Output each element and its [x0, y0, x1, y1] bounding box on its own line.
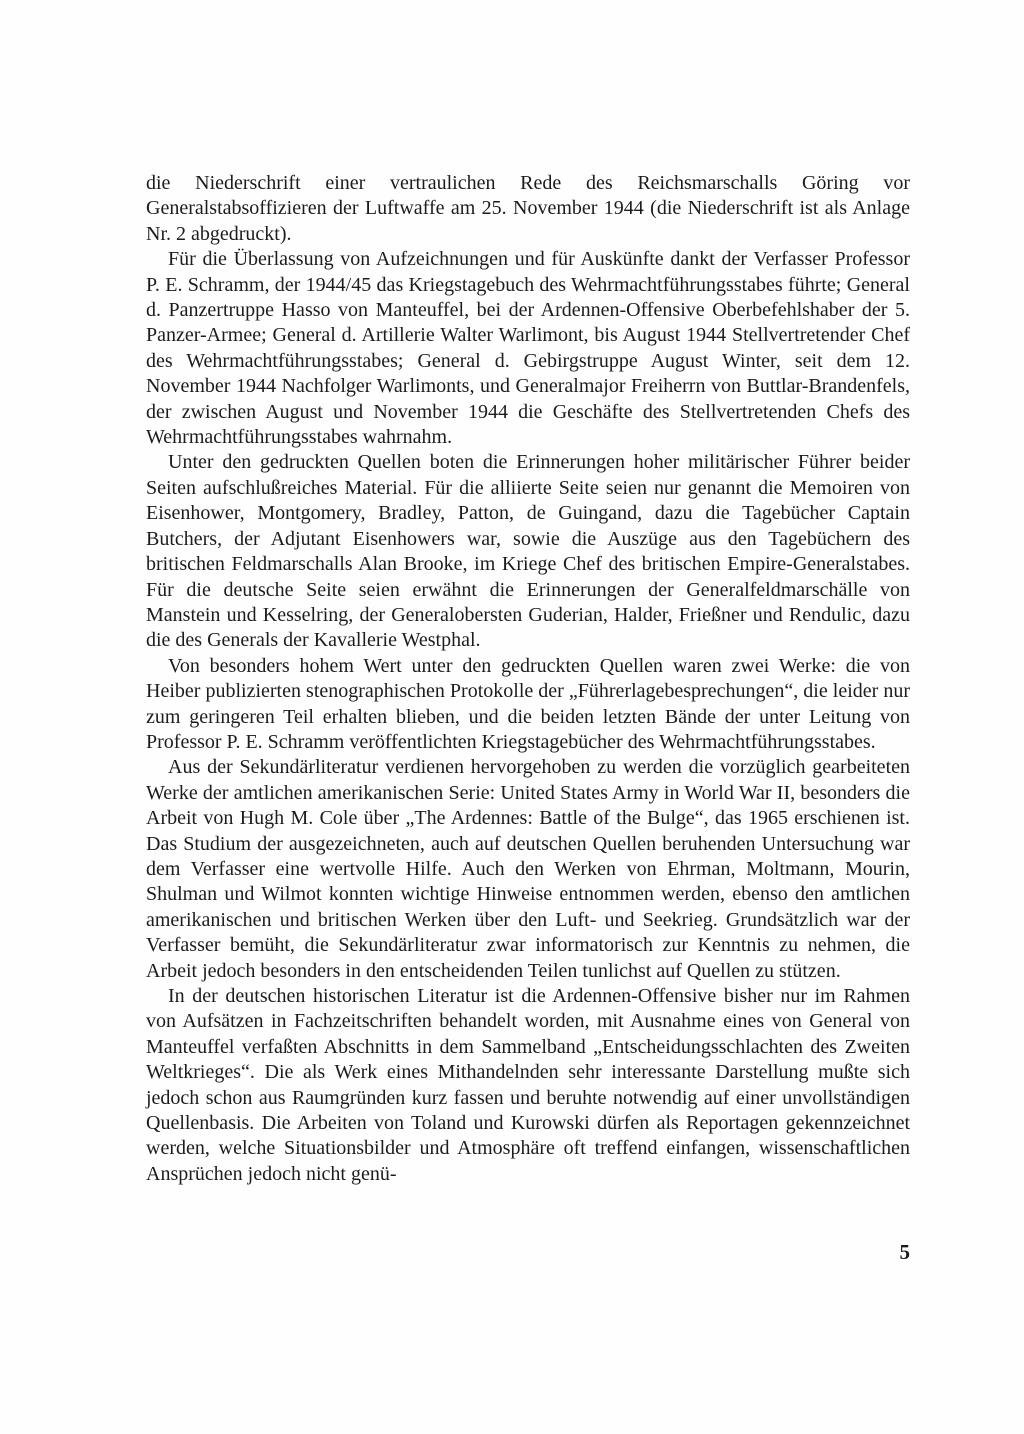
- paragraph-continuation: die Niederschrift einer vertraulichen Rede des Reichsmarschalls Göring vor Generalstabsoffizieren der Luftwaffe am 25. November 1944 (die Niederschrift ist als Anlage Nr. 2 abgedruckt).: [146, 172, 910, 245]
- body-text: [146, 171, 910, 1187]
- paragraph-german-literature: In der deutschen historischen Literatur ist die Ardennen-Offensive bisher nur im Rahmen von Aufsätzen in Fachzeitschriften behandelt worden, mit Ausnahme eines von General von Manteuffel verfaßten Abschnitts in dem Sammelband „Entscheidungsschlachten des Zweiten Weltkrieges“. Die als Werk eines Mithandelnden sehr interessante Darstellung mußte sich jedoch schon aus Raumgründen kurz fassen und beruhte notwendig auf einer unvollständigen Quellenbasis. Die Arbeiten von Toland und Kurowski dürfen als Reportagen gekennzeichnet werden, welche Situationsbilder und Atmosphäre oft treffend einfangen, wissenschaftlichen Ansprüchen jedoch nicht genü-: [146, 985, 910, 1185]
- paragraph-printed-sources: Unter den gedruckten Quellen boten die Erinnerungen hoher militärischer Führer beider Seiten aufschlußreiches Material. Für die alliierte Seite seien nur genannt die Memoiren von Eisenhower, Montgomery, Bradley, Patton, de Guingand, dazu die Tagebücher Captain Butchers, der Adjutant Eisenhowers war, sowie die Auszüge aus den Tagebüchern des britischen Feldmarschalls Alan Brooke, im Kriege Chef des britischen Empire-Generalstabes. Für die deutsche Seite seien erwähnt die Erinnerungen der Generalfeldmarschälle von Manstein und Kesselring, der Generalobersten Guderian, Halder, Frießner und Rendulic, dazu die des Generals der Kavallerie Westphal.: [146, 451, 910, 652]
- page-number: 5: [899, 1240, 910, 1264]
- paragraph-key-works: Von besonders hohem Wert unter den gedruckten Quellen waren zwei Werke: die von Heiber publizierten stenographischen Protokolle der „Führerlagebesprechungen“, die leider nur zum geringeren Teil erhalten blieben, und die beiden letzten Bände der unter Leitung von Professor P. E. Schramm veröffentlichten Kriegstagebücher des Wehrmachtführungsstabes.: [146, 654, 910, 753]
- paragraph-secondary-literature: Aus der Sekundärliteratur verdienen hervorgehoben zu werden die vorzüglich gearbeiteten Werke der amtlichen amerikanischen Serie: United States Army in World War II, besonders die Arbeit von Hugh M. Cole über „The Ardennes: Battle of the Bulge“, das 1965 erschienen ist. Das Studium der ausgezeichneten, auch auf deutschen Quellen beruhenden Untersuchung war dem Verfasser eine wertvolle Hilfe. Auch den Werken von Ehrman, Moltmann, Mourin, Shulman und Wilmot konnten wichtige Hinweise entnommen werden, ebenso den amtlichen amerikanischen und britischen Werken über den Luft- und Seekrieg. Grundsätzlich war der Verfasser bemüht, die Sekundärliteratur zwar informatorisch zur Kenntnis zu nehmen, die Arbeit jedoch besonders in den entscheidenden Teilen tunlichst auf Quellen zu stützen.: [146, 756, 910, 982]
- paragraph-acknowledgements: Für die Überlassung von Aufzeichnungen und für Auskünfte dankt der Verfasser Professor P. E. Schramm, der 1944/45 das Kriegstagebuch des Wehrmachtführungsstabes führte; General d. Panzertruppe Hasso von Manteuffel, bei der Ardennen-Offensive Oberbefehlshaber der 5. Panzer-Armee; General d. Artillerie Walter Warlimont, bis August 1944 Stellvertretender Chef des Wehrmachtführungsstabes; General d. Gebirgstruppe August Winter, seit dem 12. November 1944 Nachfolger Warlimonts, und Generalmajor Freiherrn von Buttlar-Brandenfels, der zwischen August und November 1944 die Geschäfte des Stellvertretenden Chefs des Wehrmachtführungsstabes wahrnahm.: [146, 248, 910, 449]
